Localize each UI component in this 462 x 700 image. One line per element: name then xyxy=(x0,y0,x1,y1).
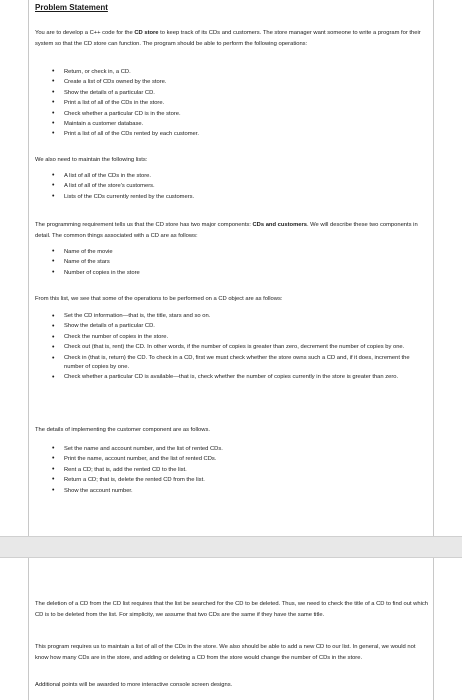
list-item: • Set the name and account number, and the list of rented CDs. xyxy=(52,444,425,454)
deletion-paragraph: The deletion of a CD from the CD list requires that the list be searched for the CD to be deleted. Thus, we need to check the title of a CD to find out which CD is to be deleted from the list. For simplicity, we assume that two CDs are the same if they have the same title. xyxy=(35,601,428,618)
list-item: • Print a list of all of the CDs in the store. xyxy=(52,98,425,108)
lists-intro: We also need to maintain the following lists: xyxy=(35,157,148,163)
list-item: • Show the account number. xyxy=(52,486,425,496)
list-item: • Name of the movie xyxy=(52,247,425,257)
cd-operations-list xyxy=(52,312,425,383)
list-item: • Show the details of a particular CD. xyxy=(52,88,425,98)
customer-operations-list xyxy=(52,444,425,496)
customer-intro: The details of implementing the customer component are as follows. xyxy=(35,427,210,433)
maintain-paragraph: This program requires us to maintain a list of all of the CDs in the store. We also should be able to add a new CD to our list. In general, we would not know how many CDs are in the store, and adding or deleting a CD from the store would change the number of CDs in the store. xyxy=(35,644,416,661)
list-item: • Set the CD information—that is, the title, stars and so on. xyxy=(52,312,425,321)
list-item: • Check the number of copies in the store. xyxy=(52,333,425,342)
list-item: • Check in (that is, return) the CD. To check in a CD, first we must check whether the store owns such a CD and, if it does, increment the number of copies by one. xyxy=(52,354,425,372)
cd-operations-intro: From this list, we see that some of the operations to be performed on a CD object are as follows: xyxy=(35,296,283,302)
list-item: • Return a CD; that is, delete the rented CD from the list. xyxy=(52,475,425,485)
additional-points-note: Additional points will be awarded to more interactive console screen designs. xyxy=(35,682,233,688)
page-separator xyxy=(0,537,462,558)
intro-text-bold: CD store xyxy=(134,30,159,36)
list-item: • Check whether a particular CD is in the store. xyxy=(52,109,425,119)
list-item: • A list of all of the CDs in the store. xyxy=(52,171,425,181)
list-item: • Check whether a particular CD is available—that is, check whether the number of copies currently in the store is greater than zero. xyxy=(52,373,425,382)
list-item: • Number of copies in the store xyxy=(52,268,425,278)
document-page-2 xyxy=(0,558,462,700)
requirement-text-c: . We will describe these two components in detail. The common things associated with a CD are as follows: xyxy=(35,222,418,239)
intro-text-c: to keep track of its CDs and customers. The store manager want someone to write a program for their system so that the CD store can function. The program should be able to perform the following operations: xyxy=(35,30,421,47)
cd-attributes-list xyxy=(52,247,425,278)
list-item: • Name of the stars xyxy=(52,257,425,267)
intro-paragraph xyxy=(35,28,429,49)
list-item: • Print a list of all of the CDs rented by each customer. xyxy=(52,129,425,139)
list-item: • Print the name, account number, and the list of rented CDs. xyxy=(52,454,425,464)
list-item: • Lists of the CDs currently rented by the customers. xyxy=(52,192,425,202)
list-item: • Maintain a customer database. xyxy=(52,119,425,129)
list-item: • Show the details of a particular CD. xyxy=(52,322,425,331)
intro-text-a: You are to develop a C++ code for the xyxy=(35,30,135,36)
operations-list xyxy=(52,67,425,140)
page-title: Problem Statement xyxy=(35,3,108,12)
requirement-paragraph xyxy=(35,220,429,241)
list-item: • Rent a CD; that is, add the rented CD to the list. xyxy=(52,465,425,475)
requirement-text-a: The programming requirement tells us that the CD store has two major components: xyxy=(35,222,253,228)
list-item: • Return, or check in, a CD. xyxy=(52,67,425,77)
list-item: • A list of all of the store's customers. xyxy=(52,181,425,191)
page-frame xyxy=(28,558,434,700)
lists-list xyxy=(52,171,425,202)
list-item: • Create a list of CDs owned by the store. xyxy=(52,77,425,87)
list-item: • Check out (that is, rent) the CD. In other words, if the number of copies is greater than zero, decrement the number of copies by one. xyxy=(52,343,425,352)
requirement-text-bold: CDs and customers xyxy=(252,222,307,228)
